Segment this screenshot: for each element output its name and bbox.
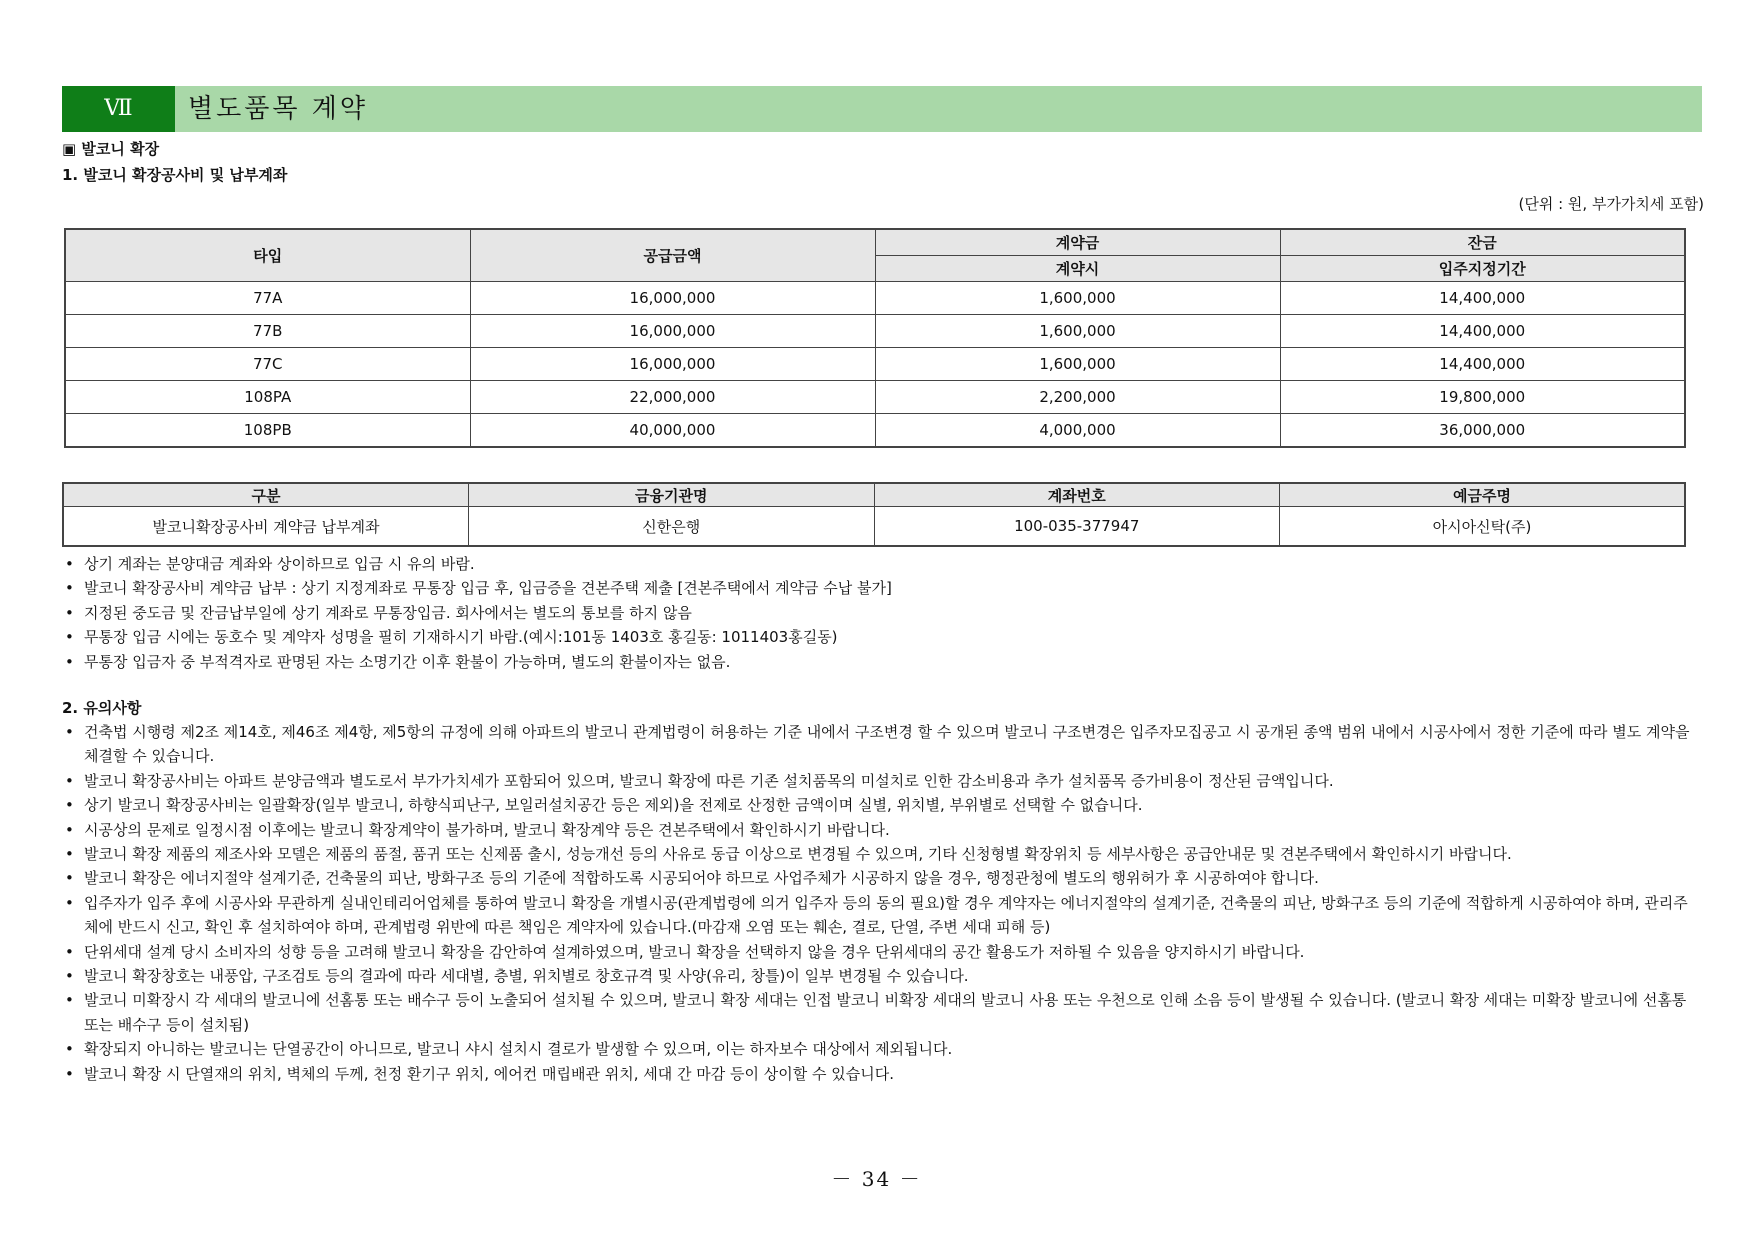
table-row xyxy=(65,282,1685,315)
cell-supply: 22,000,000 xyxy=(470,381,875,414)
table-row xyxy=(65,414,1685,448)
cell-balance: 19,800,000 xyxy=(1280,381,1685,414)
balcony-title: ▣ 발코니 확장 xyxy=(62,140,160,158)
cell-type: 108PB xyxy=(65,414,470,448)
part1-title: 1. 발코니 확장공사비 및 납부계좌 xyxy=(62,166,288,184)
list-item: • 건축법 시행령 제2조 제14호, 제46조 제4항, 제5항의 규정에 의해 아파트의 발코니 관계법령이 허용하는 기준 내에서 구조변경 할 수 있으며 발코니 구조변경은 입주자모집공고 시 공개된 종액 범위 내에서 시공사에서 정한 기준에 따라 별도 계약을 체결할 수 있습니다. xyxy=(62,720,1702,769)
list-item: • 발코니 확장창호는 내풍압, 구조검토 등의 결과에 따라 세대별, 층별, 위치별로 창호규격 및 사양(유리, 창틀)이 일부 변경될 수 있습니다. xyxy=(62,964,1702,988)
table-row xyxy=(65,381,1685,414)
page-number: － 34 － xyxy=(831,1167,922,1191)
section-header xyxy=(62,86,1702,132)
cell-account-number: 100-035-377947 xyxy=(874,507,1280,547)
cell-type: 77A xyxy=(65,282,470,315)
cell-type: 77C xyxy=(65,348,470,381)
unit-note: (단위 : 원, 부가가치세 포함) xyxy=(1518,195,1704,213)
cell-category: 발코니확장공사비 계약금 납부계좌 xyxy=(63,507,469,547)
caution-notes xyxy=(62,720,1702,1086)
header-balance-sub: 입주지정기간 xyxy=(1280,256,1685,282)
list-item: • 무통장 입금자 중 부적격자로 판명된 자는 소명기간 이후 환불이 가능하며, 별도의 환불이자는 없음. xyxy=(62,650,1702,674)
part2-title: 2. 유의사항 xyxy=(62,699,142,717)
list-item: • 발코니 확장 시 단열재의 위치, 벽체의 두께, 천정 환기구 위치, 에어컨 매립배관 위치, 세대 간 마감 등이 상이할 수 있습니다. xyxy=(62,1062,1702,1086)
cell-holder: 아시아신탁(주) xyxy=(1280,507,1686,547)
cell-deposit: 1,600,000 xyxy=(875,315,1280,348)
header-account: 계좌번호 xyxy=(874,483,1280,507)
list-item: • 지정된 중도금 및 잔금납부일에 상기 계좌로 무통장입금. 회사에서는 별도의 통보를 하지 않음 xyxy=(62,601,1702,625)
header-supply: 공급금액 xyxy=(470,229,875,282)
table-row xyxy=(65,348,1685,381)
cell-deposit: 1,600,000 xyxy=(875,348,1280,381)
table-row xyxy=(65,315,1685,348)
list-item: • 확장되지 아니하는 발코니는 단열공간이 아니므로, 발코니 샤시 설치시 결로가 발생할 수 있으며, 이는 하자보수 대상에서 제외됩니다. xyxy=(62,1037,1702,1061)
section-title: 별도품목 계약 xyxy=(188,94,368,124)
list-item: • 발코니 확장공사비는 아파트 분양금액과 별도로서 부가가치세가 포함되어 있으며, 발코니 확장에 따른 기존 설치품목의 미설치로 인한 감소비용과 추가 설치품목 증가비용이 정산된 금액입니다. xyxy=(62,769,1702,793)
header-deposit-sub: 계약시 xyxy=(875,256,1280,282)
table-row xyxy=(63,507,1685,547)
cell-deposit: 1,600,000 xyxy=(875,282,1280,315)
cell-bank: 신한은행 xyxy=(469,507,875,547)
list-item: • 발코니 확장은 에너지절약 설계기준, 건축물의 피난, 방화구조 등의 기준에 적합하도록 시공되어야 하므로 사업주체가 시공하지 않을 경우, 행정관청에 별도의 행위허가 후 시공하여야 합니다. xyxy=(62,866,1702,890)
list-item: • 시공상의 문제로 일정시점 이후에는 발코니 확장계약이 불가하며, 발코니 확장계약 등은 견본주택에서 확인하시기 바랍니다. xyxy=(62,818,1702,842)
payment-notes xyxy=(62,552,1702,674)
cell-balance: 14,400,000 xyxy=(1280,282,1685,315)
cell-type: 77B xyxy=(65,315,470,348)
header-holder: 예금주명 xyxy=(1280,483,1686,507)
cell-balance: 14,400,000 xyxy=(1280,348,1685,381)
header-type: 타입 xyxy=(65,229,470,282)
list-item: • 발코니 확장 제품의 제조사와 모델은 제품의 품절, 품귀 또는 신제품 출시, 성능개선 등의 사유로 동급 이상으로 변경될 수 있으며, 기타 신청형별 확장위치 등 세부사항은 공급안내문 및 견본주택에서 확인하시기 바랍니다. xyxy=(62,842,1702,866)
cell-type: 108PA xyxy=(65,381,470,414)
list-item: • 발코니 확장공사비 계약금 납부 : 상기 지정계좌로 무통장 입금 후, 입금증을 견본주택 제출 [견본주택에서 계약금 수납 불가] xyxy=(62,576,1702,600)
cell-supply: 16,000,000 xyxy=(470,348,875,381)
list-item: • 상기 발코니 확장공사비는 일괄확장(일부 발코니, 하향식피난구, 보일러설치공간 등은 제외)을 전제로 산정한 금액이며 실별, 위치별, 부위별로 선택할 수 없습니다. xyxy=(62,793,1702,817)
list-item: • 단위세대 설계 당시 소비자의 성향 등을 고려해 발코니 확장을 감안하여 설계하였으며, 발코니 확장을 선택하지 않을 경우 단위세대의 공간 활용도가 저하될 수 있음을 양지하시기 바랍니다. xyxy=(62,940,1702,964)
cell-supply: 40,000,000 xyxy=(470,414,875,448)
list-item: • 입주자가 입주 후에 시공사와 무관하게 실내인테리어업체를 통하여 발코니 확장을 개별시공(관계법령에 의거 입주자 등의 동의 필요)할 경우 계약자는 에너지절약의 설계기준, 건축물의 피난, 방화구조 등의 기준에 적합하게 시공하여야 하며, 관리주체에 반드시 신고, 확인 후 설치하여야 하며, 관계법령 위반에 따른 책임은 계약자에 있습니다.(마감재 오염 또는 훼손, 결로, 단열, 주변 세대 피해 등) xyxy=(62,891,1702,940)
cell-deposit: 4,000,000 xyxy=(875,414,1280,448)
account-table xyxy=(62,482,1686,547)
cell-supply: 16,000,000 xyxy=(470,315,875,348)
list-item: • 발코니 미확장시 각 세대의 발코니에 선홈통 또는 배수구 등이 노출되어 설치될 수 있으며, 발코니 확장 세대는 인접 발코니 비확장 세대의 발코니 사용 또는 우천으로 인해 소음 등이 발생될 수 있습니다. (발코니 확장 세대는 미확장 발코니에 선홈통 또는 배수구 등이 설치됨) xyxy=(62,988,1702,1037)
cell-supply: 16,000,000 xyxy=(470,282,875,315)
cell-balance: 14,400,000 xyxy=(1280,315,1685,348)
header-bank: 금융기관명 xyxy=(469,483,875,507)
header-balance: 잔금 xyxy=(1280,229,1685,256)
cell-deposit: 2,200,000 xyxy=(875,381,1280,414)
list-item: • 무통장 입금 시에는 동호수 및 계약자 성명을 필히 기재하시기 바람.(예시:101동 1403호 홍길동: 1011403홍길동) xyxy=(62,625,1702,649)
list-item: • 상기 계좌는 분양대금 계좌와 상이하므로 입금 시 유의 바람. xyxy=(62,552,1702,576)
section-number: Ⅶ xyxy=(62,86,175,132)
price-table xyxy=(64,228,1686,448)
header-category: 구분 xyxy=(63,483,469,507)
header-deposit: 계약금 xyxy=(875,229,1280,256)
cell-balance: 36,000,000 xyxy=(1280,414,1685,448)
